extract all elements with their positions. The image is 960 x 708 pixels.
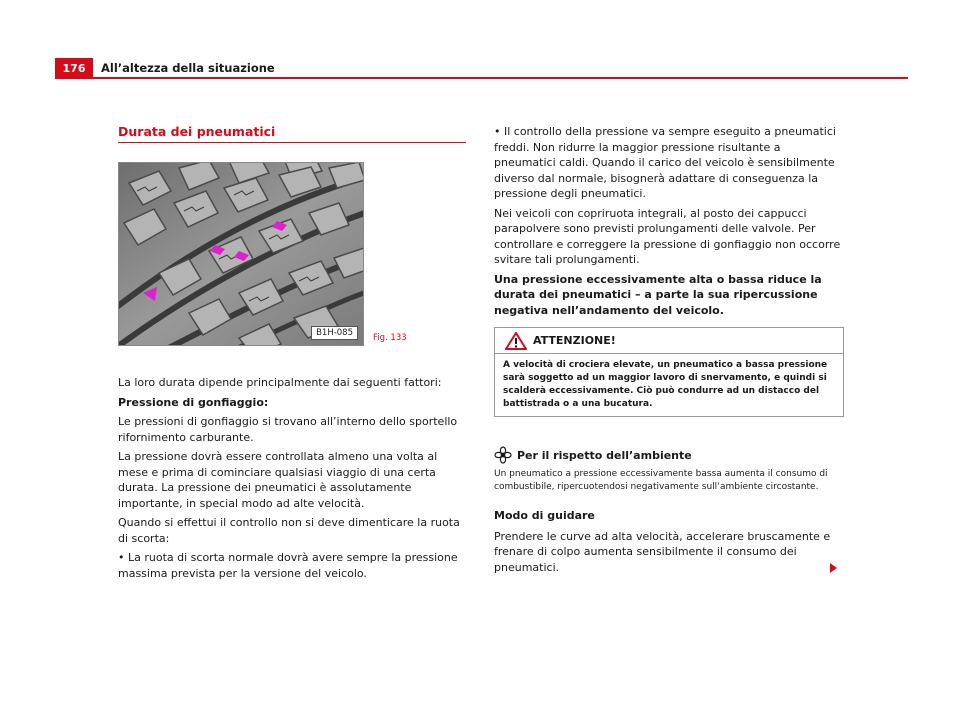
warning-box [494, 327, 844, 417]
driving-text: Prendere le curve ad alta velocità, accelerare bruscamente e frenare di colpo aumenta sensibilmente il consumo dei pneumatici. [494, 529, 831, 574]
tire-tread-illustration [119, 163, 364, 346]
warning-text: A velocità di crociera elevate, un pneumatico a bassa pressione sarà soggetto ad un maggior lavoro di snervamento, e quindi si scalderà eccessivamente. Ciò può condurre ad un distacco del battistrada o a una bucatura. [503, 360, 828, 409]
section-rule [118, 142, 466, 143]
emphasis-paragraph: Una pressione eccessivamente alta o bassa riduce la durata dei pneumatici – a parte la sua ripercussione negativa nell’andamento del veicolo. [494, 272, 822, 317]
bullet-paragraph: • La ruota di scorta normale dovrà avere sempre la pressione massima prevista per la versione del veicolo. [118, 551, 458, 580]
intro-paragraph: La loro durata dipende principalmente dai seguenti fattori: [118, 376, 442, 389]
warning-header [495, 328, 843, 354]
continue-arrow-icon [830, 563, 837, 573]
bullet-paragraph: • Il controllo della pressione va sempre eseguito a pneumatici freddi. Non ridurre la maggior pressione risultante a pneumatici caldi. Quando il carico del veicolo è sensibilmente diverso dal normale, bisognerà adattare di conseguenza la pressione degli pneumatici. [494, 125, 836, 200]
environment-header [494, 446, 844, 464]
environment-title: Per il rispetto dell’ambiente [517, 448, 692, 462]
environment-text: Un pneumatico a pressione eccessivamente bassa aumenta il consumo di combustibile, ripercuotendosi negativamente sull’ambiente circostante. [494, 469, 828, 492]
page-number: 176 [55, 58, 93, 78]
paragraph: Quando si effettui il controllo non si deve dimenticare la ruota di scorta: [118, 516, 460, 545]
right-column [494, 124, 844, 322]
figure-caption: Fig. 133 [373, 333, 407, 343]
warning-triangle-icon [505, 332, 527, 350]
warning-title: ATTENZIONE! [533, 334, 616, 347]
driving-section [494, 508, 844, 575]
left-column [118, 375, 466, 585]
driving-title: Modo di guidare [494, 509, 595, 522]
environment-note [494, 446, 844, 494]
figure-code: B1H-085 [311, 326, 358, 340]
flower-icon [494, 446, 512, 464]
paragraph: La pressione dovrà essere controllata almeno una volta al mese e prima di cominciare qualsiasi viaggio di una certa durata. La pressione dei pneumatici è assolutamente importante, in special modo ad alte velocità. [118, 450, 438, 510]
running-title: All’altezza della situazione [101, 61, 275, 75]
tire-tread-figure [118, 162, 364, 346]
subheading-inflation-pressure: Pressione di gonfiaggio: [118, 395, 269, 409]
paragraph: Le pressioni di gonfiaggio si trovano all’interno dello sportello rifornimento carburante. [118, 415, 458, 444]
header-rule [55, 77, 908, 79]
section-title: Durata dei pneumatici [118, 124, 276, 139]
paragraph: Nei veicoli con copriruota integrali, al posto dei cappucci parapolvere sono previsti prolungamenti delle valvole. Per controllare e correggere la pressione di gonfiaggio non occorre svitare tali prolungamenti. [494, 206, 841, 266]
